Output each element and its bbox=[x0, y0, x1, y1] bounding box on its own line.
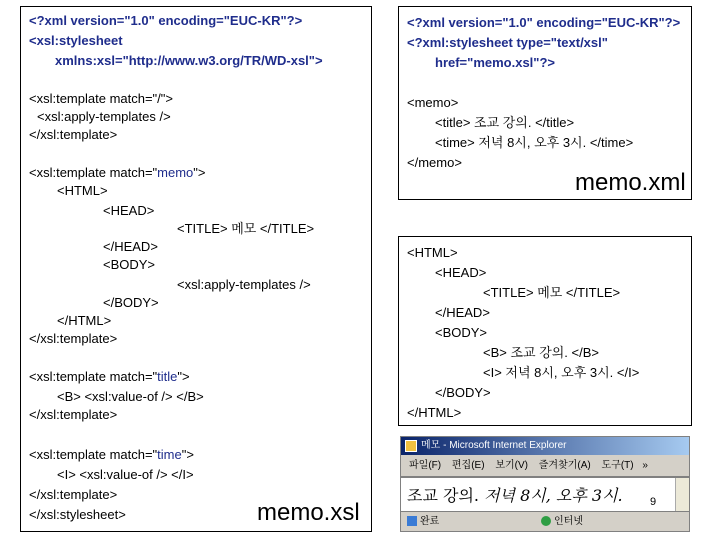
xml-line-6: <time> 저녁 8시, 오후 3시. </time> bbox=[435, 135, 634, 150]
status-text: 완료 bbox=[420, 516, 440, 527]
xsl-line-17-match: title bbox=[157, 369, 178, 384]
html-line-9: </HTML> bbox=[407, 405, 462, 420]
security-zone bbox=[541, 512, 583, 532]
xsl-line-7 bbox=[29, 165, 206, 181]
browser-titlebar[interactable] bbox=[401, 437, 689, 455]
html-output-panel bbox=[398, 236, 692, 426]
xsl-line-17 bbox=[29, 369, 190, 385]
menu-favorites[interactable]: 즐겨찾기(A) bbox=[538, 460, 591, 471]
xsl-line-23: </xsl:stylesheet> bbox=[29, 507, 126, 522]
xml-line-5: <title> 조교 강의. </title> bbox=[435, 115, 575, 130]
html-line-4: </HEAD> bbox=[435, 305, 490, 320]
xml-line-2: <?xml:stylesheet type="text/xsl" bbox=[407, 35, 608, 50]
xsl-line-9: <HEAD> bbox=[103, 203, 155, 218]
xsl-line-15: </HTML> bbox=[57, 313, 112, 328]
xsl-line-7-pre: <xsl:template match=" bbox=[29, 165, 158, 180]
rendered-memo bbox=[407, 486, 623, 506]
html-line-6: <B> 조교 강의. </B> bbox=[483, 345, 600, 360]
browser-window bbox=[400, 436, 690, 532]
rendered-title: 조교 강의. bbox=[407, 486, 479, 505]
xsl-line-11: </HEAD> bbox=[103, 239, 158, 254]
xsl-file-label: memo.xsl bbox=[257, 499, 360, 526]
browser-content bbox=[401, 477, 689, 513]
xsl-line-20-pre: <xsl:template match=" bbox=[29, 447, 158, 462]
xsl-line-7-match: memo bbox=[157, 165, 194, 180]
xml-line-4: <memo> bbox=[407, 95, 459, 110]
menu-edit[interactable]: 편집(E) bbox=[451, 460, 485, 471]
xsl-source-panel bbox=[20, 6, 372, 532]
xsl-line-16: </xsl:template> bbox=[29, 331, 118, 346]
xml-line-7: </memo> bbox=[407, 155, 462, 170]
xsl-line-2: <xsl:stylesheet bbox=[29, 33, 123, 48]
xsl-line-14: </BODY> bbox=[103, 295, 159, 310]
page-done-icon bbox=[407, 516, 417, 526]
xsl-line-10: <TITLE> 메모 </TITLE> bbox=[177, 221, 315, 236]
xsl-line-6: </xsl:template> bbox=[29, 127, 118, 142]
menu-view[interactable]: 보기(V) bbox=[495, 460, 528, 471]
vertical-scrollbar[interactable] bbox=[675, 478, 689, 513]
html-line-5: <BODY> bbox=[435, 325, 488, 340]
xml-line-1: <?xml version="1.0" encoding="EUC-KR"?> bbox=[407, 15, 681, 30]
html-line-1: <HTML> bbox=[407, 245, 458, 260]
html-line-2: <HEAD> bbox=[435, 265, 487, 280]
xsl-line-8: <HTML> bbox=[57, 183, 108, 198]
menu-tools[interactable]: 도구(T) bbox=[601, 460, 634, 471]
menu-more-icon[interactable]: » bbox=[642, 460, 648, 471]
xsl-line-20 bbox=[29, 447, 194, 463]
xsl-line-4: <xsl:template match="/"> bbox=[29, 91, 173, 106]
html-line-8: </BODY> bbox=[435, 385, 491, 400]
xsl-line-7-post: "> bbox=[193, 165, 206, 180]
browser-statusbar bbox=[401, 511, 689, 531]
browser-menubar bbox=[401, 455, 689, 477]
xsl-line-1: <?xml version="1.0" encoding="EUC-KR"?> bbox=[29, 13, 303, 28]
xml-file-label: memo.xml bbox=[575, 169, 686, 196]
rendered-time: 저녁 8시, 오후 3시. bbox=[484, 486, 623, 505]
xsl-line-18: <B> <xsl:value-of /> </B> bbox=[57, 389, 204, 404]
xsl-line-19: </xsl:template> bbox=[29, 407, 118, 422]
xsl-line-22: </xsl:template> bbox=[29, 487, 118, 502]
xsl-line-3: xmlns:xsl="http://www.w3.org/TR/WD-xsl"> bbox=[55, 53, 323, 68]
page-number: 9 bbox=[650, 496, 657, 508]
xml-source-panel bbox=[398, 6, 692, 200]
xsl-line-20-post: "> bbox=[181, 447, 194, 462]
internet-zone-icon bbox=[541, 516, 551, 526]
xsl-line-17-post: "> bbox=[177, 369, 190, 384]
xsl-line-12: <BODY> bbox=[103, 257, 156, 272]
xsl-line-17-pre: <xsl:template match=" bbox=[29, 369, 158, 384]
xml-line-3: href="memo.xsl"?> bbox=[435, 55, 555, 70]
xsl-line-13: <xsl:apply-templates /> bbox=[177, 277, 311, 292]
ie-icon bbox=[405, 440, 417, 452]
zone-text: 인터넷 bbox=[554, 516, 583, 527]
xsl-line-21: <I> <xsl:value-of /> </I> bbox=[57, 467, 194, 482]
html-line-3: <TITLE> 메모 </TITLE> bbox=[483, 285, 621, 300]
browser-title: 메모 - Microsoft Internet Explorer bbox=[421, 440, 567, 451]
html-line-7: <I> 저녁 8시, 오후 3시. </I> bbox=[483, 365, 640, 380]
xsl-line-20-match: time bbox=[157, 447, 182, 462]
menu-file[interactable]: 파일(F) bbox=[409, 460, 442, 471]
xsl-line-5: <xsl:apply-templates /> bbox=[37, 109, 171, 124]
